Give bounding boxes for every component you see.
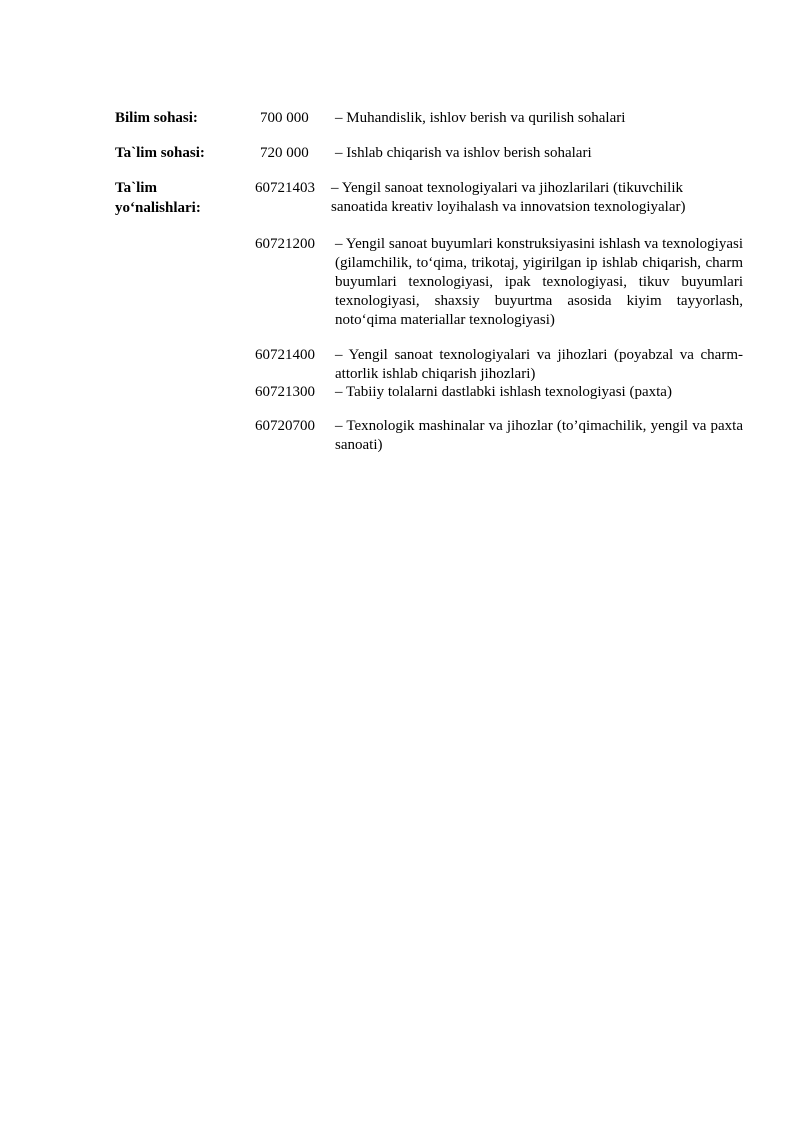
program-code: 60721200 — [255, 236, 315, 252]
program-code: 60720700 — [255, 418, 315, 434]
program-description: – Texnologik mashinalar va jihozlar (to’qimachilik, yengil va paxta sanoati) — [335, 418, 743, 453]
bilim-sohasi-label: Bilim sohasi: — [115, 110, 198, 126]
bilim-sohasi-code: 700 000 — [260, 110, 309, 126]
talim-yonalishlari-label — [115, 178, 245, 218]
talim-sohasi-code: 720 000 — [260, 145, 309, 161]
program-description: – Tabiiy tolalarni dastlabki ishlash texnologiyasi (paxta) — [335, 384, 672, 400]
program-description: – Yengil sanoat texnologiyalari va jihozlari (poyabzal va charm-attorlik ishlab chiqarish jihozlari) — [335, 347, 743, 382]
program-description: – Yengil sanoat buyumlari konstruksiyasini ishlash va texnologiyasi (gilamchilik, to‘qima, trikotaj, yigirilgan ip ishlab chiqarish, charm buyumlari texnologiyasi, ipak texnologiyasi, tikuv buyumlari texnologiyasi, shaxsiy buyurtma asosida kiyim tayyorlash, noto‘qima materiallar texnologiyasi) — [335, 236, 743, 328]
bilim-sohasi-description: – Muhandislik, ishlov berish va qurilish sohalari — [335, 110, 626, 126]
program-code: 60721403 — [255, 180, 315, 196]
talim-yonalishlari-label-line1: Ta`lim — [115, 180, 157, 196]
program-description: – Yengil sanoat texnologiyalari va jihozlarilari (tikuvchilik sanoatida kreativ loyihalash va innovatsion texnologiyalar) — [331, 180, 686, 215]
program-code: 60721400 — [255, 347, 315, 363]
talim-yonalishlari-label-line2: yo‘nalishlari: — [115, 200, 201, 216]
talim-sohasi-label: Ta`lim sohasi: — [115, 145, 205, 161]
program-code: 60721300 — [255, 384, 315, 400]
talim-sohasi-description: – Ishlab chiqarish va ishlov berish sohalari — [335, 145, 592, 161]
